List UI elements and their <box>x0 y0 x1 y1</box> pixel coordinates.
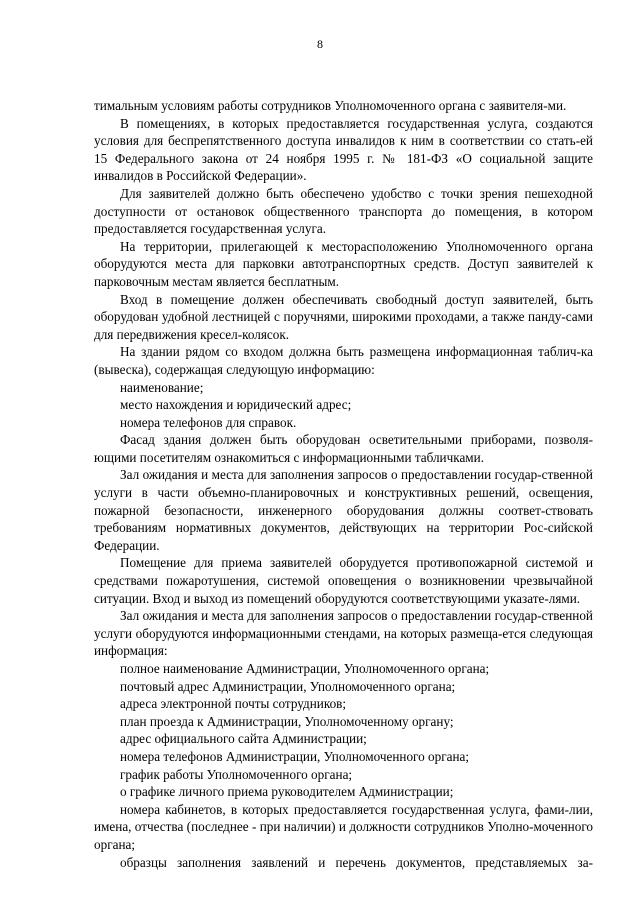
paragraph: В помещениях, в которых предоставляется государственная услуга, создаются условия для беспрепятственного доступа инвалидов к ним в соответствии со стать-ей 15 Федерального закона от 24 ноября 1995 г. № 181-ФЗ «О социальной защите инвалидов в Российской Федерации». <box>94 115 593 184</box>
document-body <box>94 97 593 871</box>
list-item: график работы Уполномоченного органа; <box>120 766 353 782</box>
list-item: наименование; <box>120 379 204 395</box>
list-item: место нахождения и юридический адрес; <box>120 397 352 413</box>
list-item: адрес официального сайта Администрации; <box>120 731 367 747</box>
paragraph: Зал ожидания и места для заполнения запросов о предоставлении государ-ственной услуги оборудуются информационными стендами, на которых размеща-ется следующая информация: <box>94 608 593 659</box>
list-item: почтовый адрес Администрации, Уполномоченного органа; <box>120 678 456 694</box>
paragraph: Фасад здания должен быть оборудован осветительными приборами, позволя-ющими посетителям ознакомиться с информационными табличками. <box>94 432 593 465</box>
list-item: номера кабинетов, в которых предоставляется государственная услуга, фами-лии, имена, отчества (последнее - при наличии) и должности сотрудников Уполно-моченного органа; <box>94 801 593 852</box>
list-item: о графике личного приема руководителем Администрации; <box>120 784 454 800</box>
list-item: план проезда к Администрации, Уполномоченному органу; <box>120 713 454 729</box>
page-number: 8 <box>317 37 323 51</box>
list-item: образцы заполнения заявлений и перечень документов, представляемых за- <box>120 854 593 870</box>
paragraph: Для заявителей должно быть обеспечено удобство с точки зрения пешеходной доступности от остановок общественного транспорта до помещения, в котором предоставляется государственная услуга. <box>94 185 593 237</box>
paragraph: На территории, прилегающей к месторасположению Уполномоченного органа оборудуются места для парковки автотранспортных средств. Доступ заявителей к парковочным местам является бесплатным. <box>94 238 593 289</box>
list-item: полное наименование Администрации, Уполномоченного органа; <box>120 661 490 676</box>
paragraph: Вход в помещение должен обеспечивать свободный доступ заявителей, быть оборудован удобной лестницей с поручнями, широкими проходами, а также панду-сами для передвижения кресел-колясок. <box>94 291 593 342</box>
paragraph: тимальным условиям работы сотрудников Уполномоченного органа с заявителя-ми. <box>94 98 567 113</box>
list-item: номера телефонов Администрации, Уполномоченного органа; <box>120 748 470 764</box>
paragraph: Помещение для приема заявителей оборудуется противопожарной системой и средствами пожаротушения, системой оповещения о возникновении чрезвычайной ситуации. Вход и выход из помещений оборудуются соответствующими указате-лями. <box>94 555 593 606</box>
list-item: номера телефонов для справок. <box>120 414 297 430</box>
list-item: адреса электронной почты сотрудников; <box>120 696 347 712</box>
paragraph: Зал ожидания и места для заполнения запросов о предоставлении государ-ственной услуги в части объемно-планировочных и конструктивных решений, освещения, пожарной безопасности, инженерного оборудования должны соответ-ствовать требованиям нормативных документов, действующих на территории Рос-сийской Федерации. <box>94 467 593 553</box>
paragraph: На здании рядом со входом должна быть размещена информационная таблич-ка (вывеска), содержащая следующую информацию: <box>94 344 593 377</box>
